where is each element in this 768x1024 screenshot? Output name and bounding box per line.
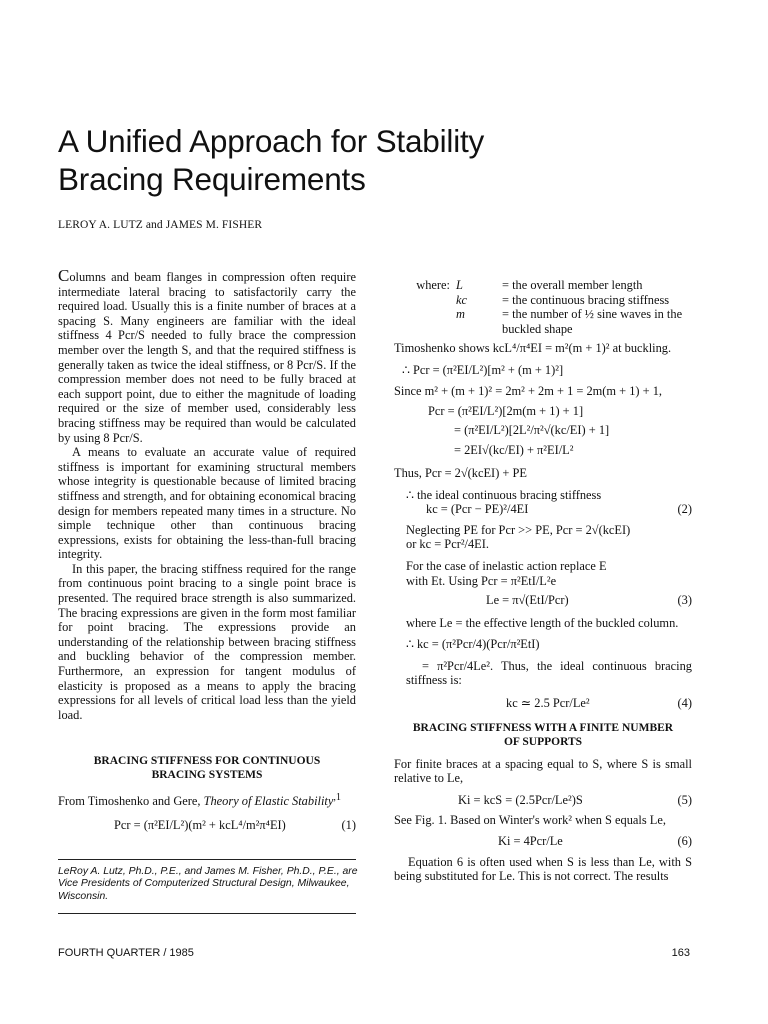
where-block: [394, 278, 692, 336]
equation-6: [394, 834, 692, 849]
equation-4: [394, 696, 692, 711]
where-label: where:: [416, 278, 450, 292]
right-column: [394, 278, 692, 884]
pcr-line-b: = (π²EI/L²)[2L²/π²√(kc/EI) + 1]: [454, 422, 610, 437]
where-def: = the continuous bracing stiffness: [502, 292, 670, 307]
intro-text: olumns and beam flanges in compression often require intermediate lateral bracing to satisfactorily carry the required load. Usually this is a finite number of braces at a spacing S. Many engineers are familiar with the ideal stiffness 4 Pcr/S needed to fully brace the compression member over the length S, and that the required stiffness is generally taken as twice the ideal stiffness, or 8 Pcr/S. If the compression member does not need to be fully braced at each support point, due to either the magnitude of loading required or the size of member used, considerably less bracing stiffness may be required than would be calculated by using 8 Pcr/S.: [58, 270, 356, 445]
article-title: [58, 122, 484, 198]
equation-2-body: kc = (Pcr − PE)²/4EI: [426, 502, 529, 517]
timoshenko-reference: [58, 791, 356, 809]
equation-3-number: (3): [677, 593, 692, 608]
where-row-3: [456, 307, 692, 336]
equation-1: [58, 818, 356, 833]
ref-text: From Timoshenko and Gere,: [58, 794, 204, 809]
kc-line: ∴ kc = (π²Pcr/4)(Pcr/π²EtI): [406, 637, 540, 652]
equation-2: [394, 502, 692, 517]
title-line-2: Bracing Requirements: [58, 161, 366, 197]
equation-6-discussion: Equation 6 is often used when S is less than Le, with S being substituted for Le. This is not correct. The results: [394, 854, 692, 884]
where-row-1: [456, 278, 692, 293]
finite-braces-text: For finite braces at a spacing equal to S, where S is small relative to Le,: [394, 756, 692, 786]
paragraph-3: In this paper, the bracing stiffness required for the range from continuous point bracing to a single point brace is presented. The required brace strength is also summarized. The bracing expressions are given in the form most familiar for point bracing. The expressions provide an understanding of the relationship between bracing stiffness and buckling behavior of the compression member. Furthermore, an expression for tangent modulus of elasticity is proposed as a means to apply the bracing expressions for all levels of critical load less than the yield load.: [58, 561, 356, 722]
equation-6-body: Ki = 4Pcr/Le: [498, 834, 563, 849]
ref-sup: ,1: [333, 792, 342, 804]
equation-4-number: (4): [677, 696, 692, 711]
where-sym: L: [456, 278, 463, 292]
page-number: 163: [671, 947, 690, 959]
pcr-line-c: = 2EI√(kc/EI) + π²EI/L²: [454, 443, 574, 458]
where-row-2: [456, 293, 692, 308]
equation-1-number: (1): [341, 818, 356, 833]
timoshenko-shows: Timoshenko shows kcL⁴/π⁴EI = m²(m + 1)² at buckling.: [394, 341, 672, 356]
where-sym: kc: [456, 292, 467, 307]
inelastic-line-2: with Et. Using Pcr = π²EtI/L²e: [406, 573, 557, 588]
journal-issue: FOURTH QUARTER / 1985: [58, 947, 194, 959]
footnote-rule-top: [58, 859, 356, 860]
equation-1-body: Pcr = (π²EI/L²)(m² + kcL⁴/m²π⁴EI): [114, 818, 286, 833]
where-def: = the overall member length: [502, 278, 643, 292]
equation-3: [394, 593, 692, 608]
equation-5: [394, 793, 692, 808]
equation-6-number: (6): [677, 834, 692, 849]
see-fig-text: See Fig. 1. Based on Winter's work² when S equals Le,: [394, 813, 666, 828]
author-footnote: LeRoy A. Lutz, Ph.D., P.E., and James M. Fisher, Ph.D., P.E., are Vice Presidents of Computerized Structural Design, Milwaukee, Wisconsin.: [58, 866, 358, 902]
equation-3-body: Le = π√(EtI/Pcr): [486, 593, 569, 608]
inelastic-line-1: For the case of inelastic action replace E: [406, 558, 607, 573]
left-column: [58, 266, 356, 833]
ideal-line: ∴ the ideal continuous bracing stiffness: [406, 487, 602, 502]
section-heading-line-2: BRACING SYSTEMS: [151, 769, 263, 782]
where-le-line: where Le = the effective length of the buckled column.: [406, 615, 679, 630]
intro-paragraph: [58, 266, 356, 445]
section-heading-finite: [394, 721, 692, 749]
section-heading-continuous: [58, 754, 356, 782]
where-def: = the number of ½ sine waves in the buckled shape: [502, 307, 683, 336]
authors: LEROY A. LUTZ and JAMES M. FISHER: [58, 219, 263, 231]
equation-2-number: (2): [677, 502, 692, 517]
kc-continued: = π²Pcr/4Le². Thus, the ideal continuous bracing stiffness is:: [406, 658, 692, 688]
paragraph-2: A means to evaluate an accurate value of required stiffness is important for examining structural members whose integrity is questionable because of limited bracing stiffness and strength, and for obtaining economical bracing design for members repeated many times in a structure. No simple technique other than continuous bracing expressions, exists for obtaining the less-than-full bracing integrity.: [58, 445, 356, 562]
section-heading-line-2: OF SUPPORTS: [503, 735, 583, 748]
equation-4-body: kc ≃ 2.5 Pcr/Le²: [506, 696, 590, 711]
equation-5-body: Ki = kcS = (2.5Pcr/Le²)S: [458, 792, 583, 807]
book-title: Theory of Elastic Stability: [203, 794, 334, 809]
neglecting-line-2: or kc = Pcr²/4EI.: [406, 537, 489, 552]
equation-5-number: (5): [677, 792, 692, 807]
therefore-line: ∴ Pcr = (π²EI/L²)[m² + (m + 1)²]: [402, 362, 564, 377]
section-heading-line-1: BRACING STIFFNESS FOR CONTINUOUS: [93, 755, 321, 768]
title-line-1: A Unified Approach for Stability: [58, 123, 485, 159]
footnote-rule-bottom: [58, 913, 356, 914]
drop-cap: C: [58, 266, 70, 285]
since-line: Since m² + (m + 1)² = 2m² + 2m + 1 = 2m(m + 1) + 1,: [394, 383, 663, 398]
where-sym: m: [456, 307, 465, 322]
pcr-line-a: Pcr = (π²EI/L²)[2m(m + 1) + 1]: [428, 404, 584, 419]
section-heading-line-1: BRACING STIFFNESS WITH A FINITE NUMBER: [412, 721, 674, 734]
thus-line: Thus, Pcr = 2√(kcEI) + PE: [394, 465, 527, 480]
neglecting-line: Neglecting PE for Pcr >> PE, Pcr = 2√(kcEI): [406, 522, 631, 537]
